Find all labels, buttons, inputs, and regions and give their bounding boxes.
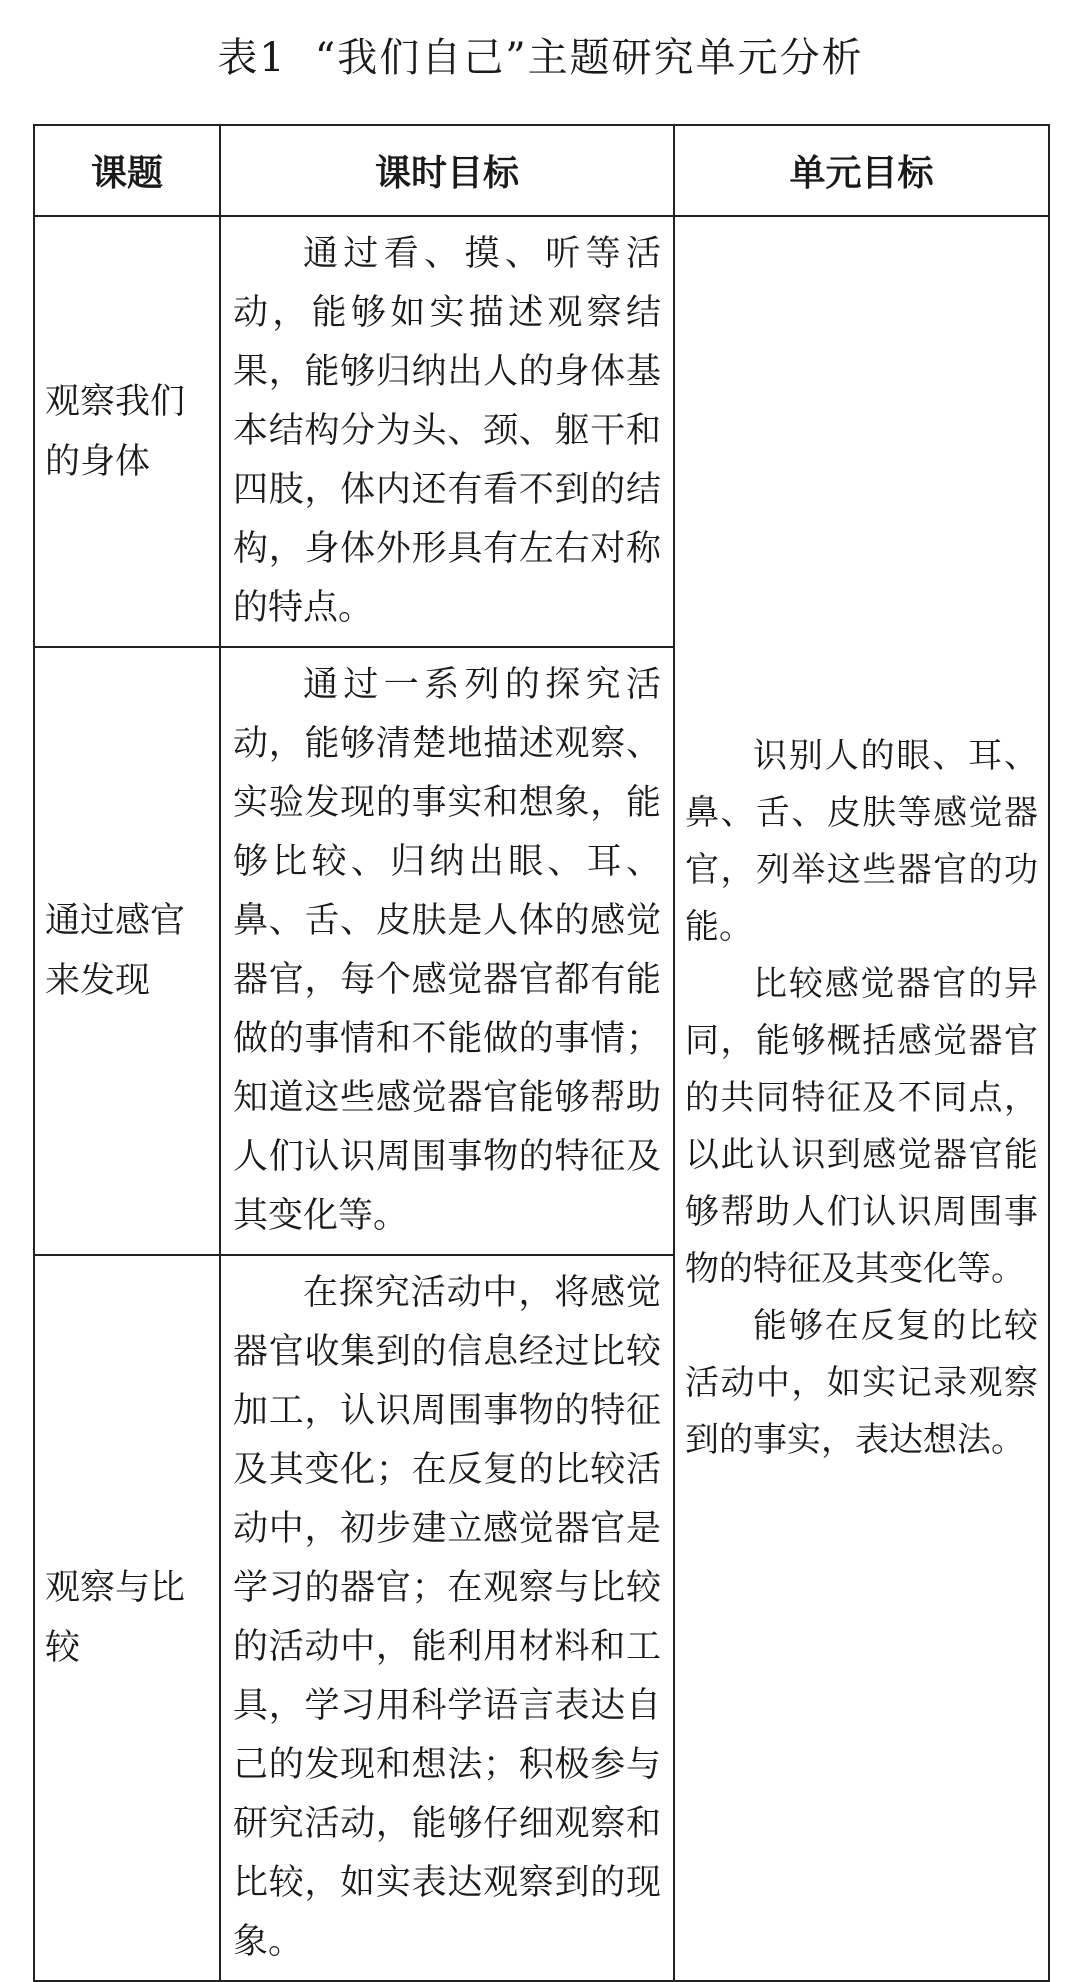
header-unit-goal: 单元目标 bbox=[674, 125, 1049, 216]
lesson-goal-text: 通过一系列的探究活动，能够清楚地描述观察、实验发现的事实和想象，能够比较、归纳出眼、耳、鼻、舌、皮肤是人体的感觉器官，每个感觉器官都有能做的事情和不能做的事情；知道这些感觉器官能够帮助人们认识周围事物的特征及其变化等。 bbox=[233, 665, 661, 1236]
lesson-goal-cell bbox=[220, 647, 674, 1255]
unit-goal-paragraph: 比较感觉器官的异同，能够概括感觉器官的共同特征及不同点，以此认识到感觉器官能够帮助人们认识周围事物的特征及其变化等。 bbox=[685, 964, 1038, 1289]
table-row bbox=[34, 216, 1049, 647]
lesson-goal-text: 在探究活动中，将感觉器官收集到的信息经过比较加工，认识周围事物的特征及其变化；在反复的比较活动中，初步建立感觉器官是学习的器官；在观察与比较的活动中，能利用材料和工具，学习用科学语言表达自己的发现和想法；积极参与研究活动，能够仔细观察和比较，如实表达观察到的现象。 bbox=[233, 1273, 661, 1962]
lesson-goal-cell bbox=[220, 216, 674, 647]
topic-cell: 通过感官来发现 bbox=[34, 647, 220, 1255]
lesson-goal-text: 通过看、摸、听等活动，能够如实描述观察结果，能够归纳出人的身体基本结构分为头、颈、躯干和四肢，体内还有看不到的结构，身体外形具有左右对称的特点。 bbox=[233, 234, 661, 628]
unit-analysis-table bbox=[33, 124, 1050, 1982]
table-title: “我们自己”主题研究单元分析 bbox=[314, 35, 864, 81]
unit-goal-cell bbox=[674, 216, 1049, 1981]
unit-goal-paragraph: 能够在反复的比较活动中，如实记录观察到的事实，表达想法。 bbox=[685, 1306, 1038, 1460]
table-caption bbox=[0, 28, 1081, 88]
lesson-goal-cell bbox=[220, 1255, 674, 1981]
header-row bbox=[34, 125, 1049, 216]
header-topic: 课题 bbox=[34, 125, 220, 216]
header-lesson-goal: 课时目标 bbox=[220, 125, 674, 216]
topic-cell: 观察我们的身体 bbox=[34, 216, 220, 647]
unit-goal-paragraph: 识别人的眼、耳、鼻、舌、皮肤等感觉器官，列举这些器官的功能。 bbox=[685, 736, 1038, 947]
topic-cell: 观察与比较 bbox=[34, 1255, 220, 1981]
table-number: 表1 bbox=[217, 35, 287, 81]
